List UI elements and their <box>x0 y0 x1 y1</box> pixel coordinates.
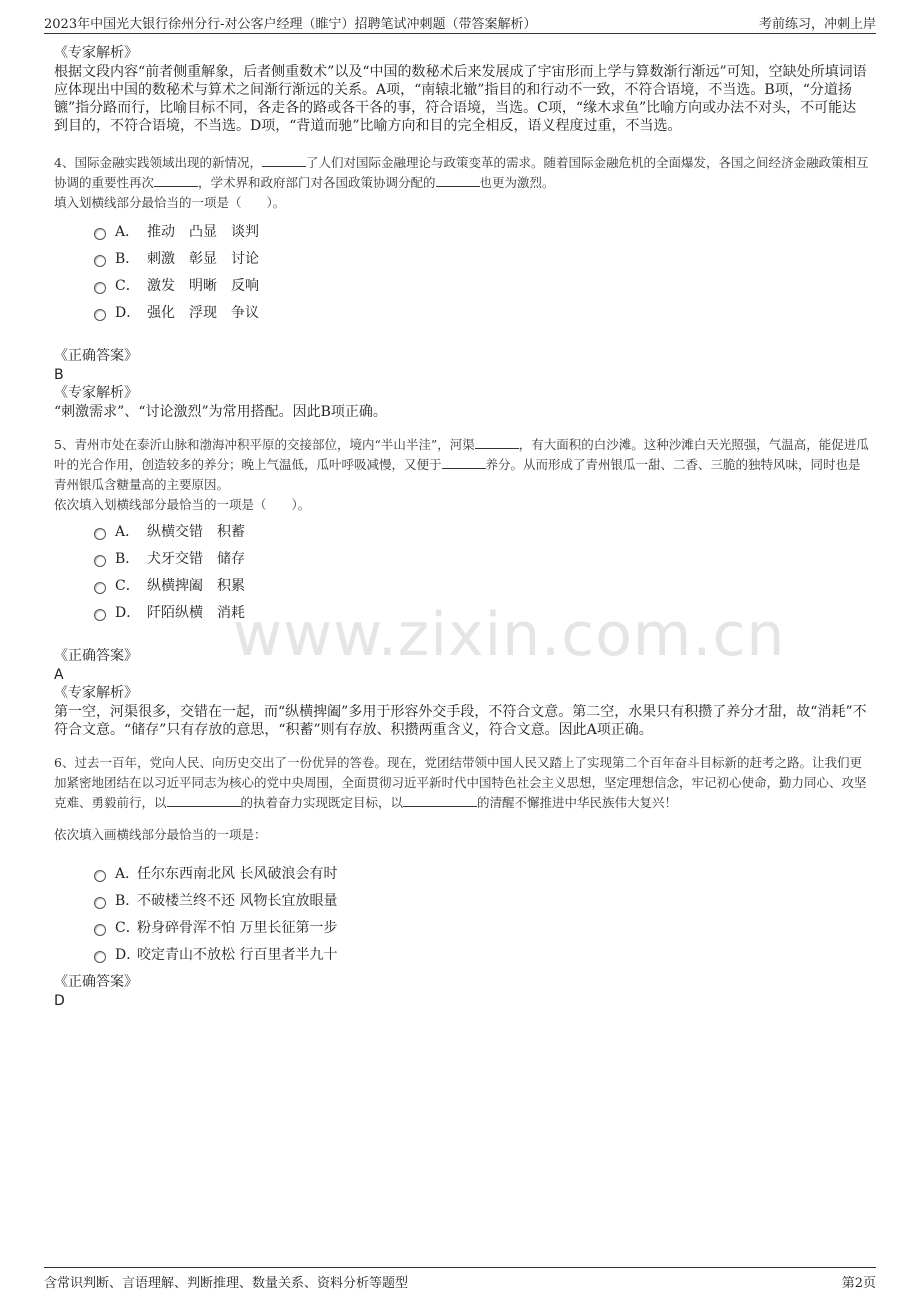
q5-stem-part: 养分。从而形成了青州银瓜一甜、二香、三脆的独特风味，同时也是青州银瓜含糖量高的主要原因。 <box>54 457 861 492</box>
radio-icon[interactable] <box>94 309 106 321</box>
option-letter: B． <box>115 892 140 909</box>
correct-answer-label: 《正确答案》 <box>54 974 138 990</box>
radio-icon[interactable] <box>94 255 106 267</box>
option-letter: D． <box>115 304 141 321</box>
q6-stem-part: 的清醒不懈推进中华民族伟大复兴！ <box>477 795 678 810</box>
blank-line <box>436 174 480 187</box>
expert-analysis-label: 《专家解析》 <box>54 385 138 401</box>
q4-answer: B <box>54 367 64 383</box>
q5-option-d[interactable] <box>94 598 870 625</box>
q6-answer: D <box>54 993 65 1009</box>
q4-stem-part: ，学术界和政府部门对各国政策协调分配的 <box>198 175 436 190</box>
q3-analysis: 根据文段内容“前者侧重解象，后者侧重数术”以及“中国的数秘术后来发展成了宇宙形而上学与算数渐行渐远”可知，空缺处所填词语应体现出中国的数秘术与算术之间渐行渐远的关系。A项，“南辕北辙”指目的和行动不一致，不符合语境，不当选。B项，“分道扬镳”指分路而行，比喻目标不同，各走各的路或各干各的事，符合语境，当选。C项，“缘木求鱼”比喻方向或办法不对头，不可能达到目的，不符合语境，不当选。D项，“背道而驰”比喻方向和目的完全相反，语义程度过重，不当选。 <box>54 64 867 134</box>
footer-scope: 含常识判断、言语理解、判断推理、数量关系、资料分析等题型 <box>44 1275 409 1291</box>
question-6-stem <box>54 753 870 813</box>
expert-analysis-label: 《专家解析》 <box>54 45 138 61</box>
option-letter: B． <box>115 550 140 567</box>
option-text: 刺激 彰显 讨论 <box>147 250 259 267</box>
q4-option-d[interactable] <box>94 298 870 325</box>
q5-option-c[interactable] <box>94 571 870 598</box>
q4-stem-part: 了人们对国际金融理论与政策变革的需求。随着国际金融危机的全面爆发，各国之间经济金融政策相互协调的重要性再次 <box>54 155 869 190</box>
q6-option-b[interactable] <box>94 886 870 913</box>
q6-stem-part: 的执着奋力实现既定目标，以 <box>240 795 404 810</box>
blank-line <box>442 456 486 469</box>
q4-stem-part: 也更为激烈。 <box>479 175 555 190</box>
q6-stem-part: 6、过去一百年，党向人民、向历史交出了一份优异的答卷。现在，党团结带领中国人民又踏上了实现第二个百年奋斗目标新的赶考之路。让我们更加紧密地团结在以习近平同志为核心的党中央周围，全面贯彻习近平新时代中国特色社会主义思想，坚定理想信念，牢记初心使命，勤力同心、攻坚克难、勇毅前行，以 <box>54 755 867 810</box>
q6-option-c[interactable] <box>94 913 870 940</box>
radio-icon[interactable] <box>94 951 106 963</box>
radio-icon[interactable] <box>94 528 106 540</box>
radio-icon[interactable] <box>94 582 106 594</box>
q4-option-b[interactable] <box>94 244 870 271</box>
document-title: 2023年中国光大银行徐州分行-对公客户经理（睢宁）招聘笔试冲刺题（带答案解析） <box>44 17 537 32</box>
document-body <box>54 44 870 1010</box>
option-letter: C． <box>115 919 140 936</box>
option-letter: C． <box>115 277 140 294</box>
option-text: 咬定青山不放松 行百里者半九十 <box>137 946 338 963</box>
option-letter: C． <box>115 577 140 594</box>
radio-icon[interactable] <box>94 924 106 936</box>
option-letter: A． <box>115 223 140 240</box>
question-6-prompt: 依次填入画横线部分最恰当的一项是： <box>54 827 267 842</box>
correct-answer-label: 《正确答案》 <box>54 648 138 664</box>
option-text: 犬牙交错 储存 <box>147 550 245 567</box>
question-6-options <box>94 859 870 967</box>
q5-option-a[interactable] <box>94 517 870 544</box>
q4-stem-part: 4、国际金融实践领域出现的新情况， <box>54 155 262 170</box>
option-text: 纵横捭阖 积累 <box>147 577 245 594</box>
option-letter: D． <box>115 946 141 963</box>
header-divider <box>44 33 876 34</box>
radio-icon[interactable] <box>94 555 106 567</box>
question-4-stem <box>54 153 870 193</box>
question-4-prompt: 填入划横线部分最恰当的一项是（ ）。 <box>54 195 286 210</box>
radio-icon[interactable] <box>94 870 106 882</box>
radio-icon[interactable] <box>94 282 106 294</box>
blank-line <box>167 794 241 807</box>
watermark: www.zixin.com.cn <box>233 600 786 670</box>
question-4-options <box>94 217 870 325</box>
radio-icon[interactable] <box>94 897 106 909</box>
header-slogan: 考前练习，冲刺上岸 <box>758 17 876 32</box>
radio-icon[interactable] <box>94 609 106 621</box>
q5-option-b[interactable] <box>94 544 870 571</box>
blank-line <box>154 174 198 187</box>
question-5-stem <box>54 435 870 495</box>
radio-icon[interactable] <box>94 228 106 240</box>
option-text: 任尔东西南北风 长风破浪会有时 <box>137 865 338 882</box>
q5-answer: A <box>54 667 64 683</box>
page-footer <box>44 1270 876 1292</box>
option-text: 激发 明晰 反响 <box>147 277 259 294</box>
option-text: 粉身碎骨浑不怕 万里长征第一步 <box>137 919 338 936</box>
page-header <box>44 10 876 32</box>
blank-line <box>475 436 519 449</box>
correct-answer-label: 《正确答案》 <box>54 348 138 364</box>
option-letter: D． <box>115 604 141 621</box>
blank-line <box>262 154 306 167</box>
blank-line <box>403 794 477 807</box>
option-letter: A． <box>115 523 140 540</box>
option-letter: A． <box>115 865 140 882</box>
q4-option-a[interactable] <box>94 217 870 244</box>
option-text: 强化 浮现 争议 <box>147 304 259 321</box>
q6-option-d[interactable] <box>94 940 870 967</box>
question-5-prompt: 依次填入划横线部分最恰当的一项是（ ）。 <box>54 497 311 512</box>
option-text: 纵横交错 积蓄 <box>147 523 245 540</box>
option-text: 阡陌纵横 消耗 <box>147 604 245 621</box>
q5-stem-part: ，有大面积的白沙滩。这种沙滩白天光照强，气温高，能促进瓜叶的光合作用，创造较多的养分；晚上气温低，瓜叶呼吸减慢，又便于 <box>54 437 869 472</box>
q5-stem-part: 5、青州市处在泰沂山脉和渤海冲积平原的交接部位，境内“半山半洼”，河渠 <box>54 437 475 452</box>
q4-analysis: “刺激需求”、“讨论激烈”为常用搭配。因此B项正确。 <box>54 404 387 420</box>
option-text: 推动 凸显 谈判 <box>147 223 259 240</box>
q5-analysis: 第一空，河渠很多，交错在一起，而“纵横捭阖”多用于形容外交手段，不符合文意。第二空，水果只有积攒了养分才甜，故“消耗”不符合文意。“储存”只有存放的意思，“积蓄”则有存放、积攒两重含义，符合文意。因此A项正确。 <box>54 704 867 738</box>
expert-analysis-label: 《专家解析》 <box>54 685 138 701</box>
question-5-options <box>94 517 870 625</box>
page-number: 第2页 <box>841 1275 876 1291</box>
footer-divider <box>44 1267 876 1268</box>
option-letter: B． <box>115 250 140 267</box>
option-text: 不破楼兰终不还 风物长宜放眼量 <box>137 892 338 909</box>
q4-option-c[interactable] <box>94 271 870 298</box>
q6-option-a[interactable] <box>94 859 870 886</box>
